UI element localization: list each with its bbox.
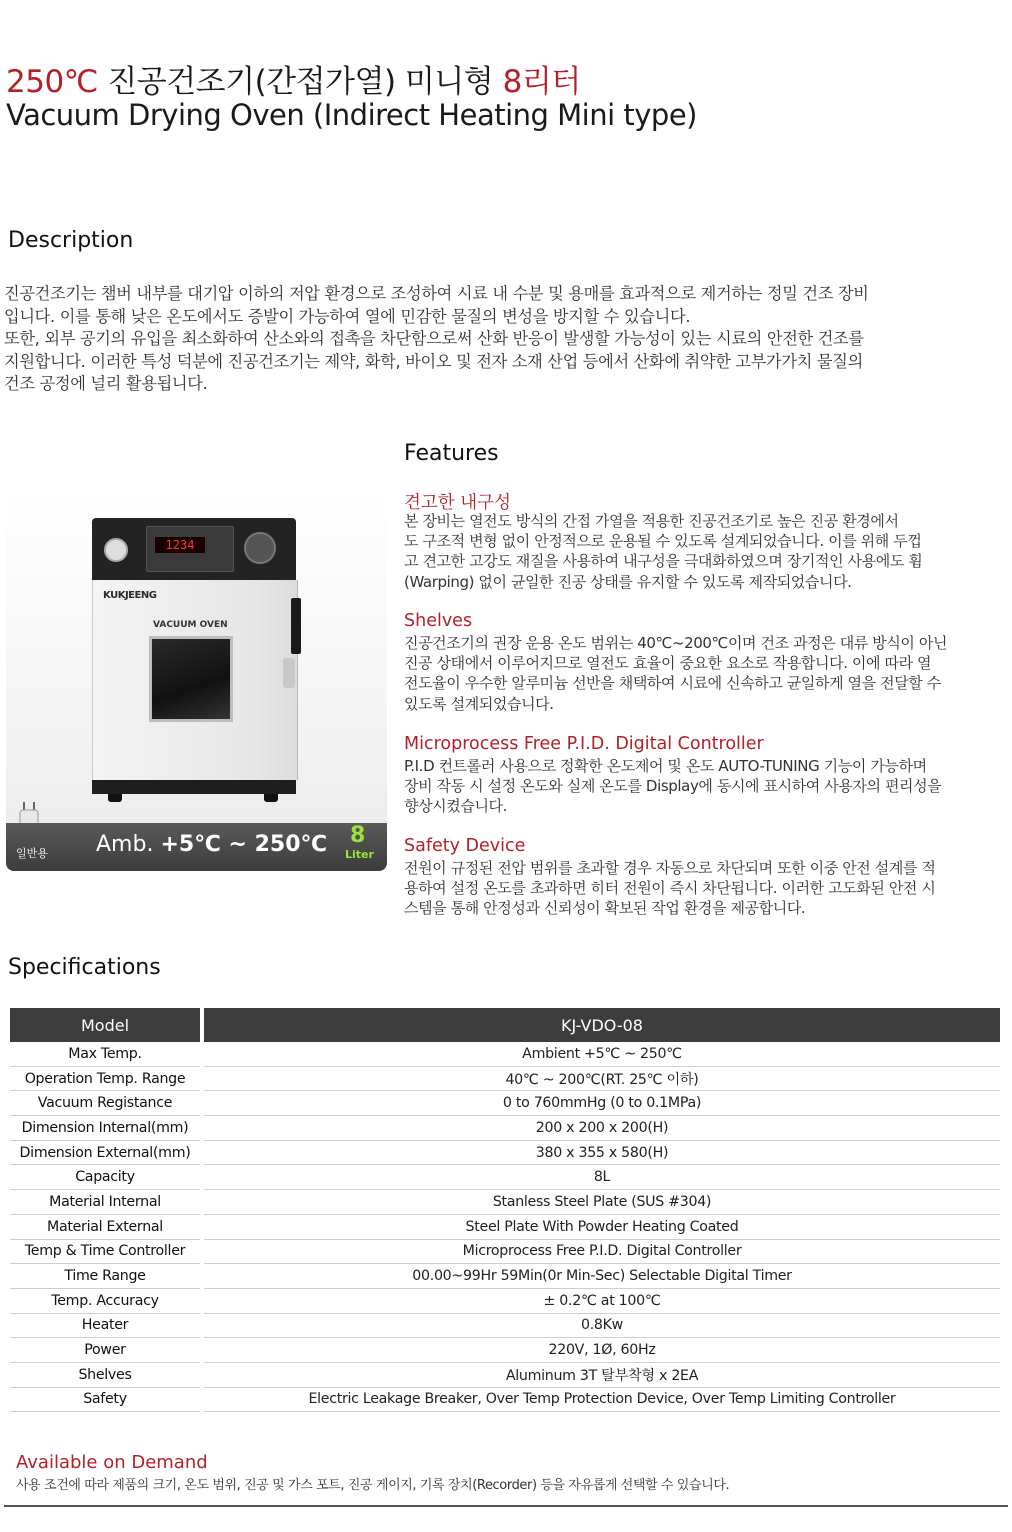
specifications-heading: Specifications	[8, 955, 161, 980]
spec-label: Dimension Internal(mm)	[10, 1116, 202, 1141]
feature-line: P.I.D 컨트롤러 사용으로 정확한 온도제어 및 온도 AUTO-TUNING 기능이 가능하며	[404, 757, 927, 775]
spec-value: Stanless Steel Plate (SUS #304)	[202, 1190, 1000, 1215]
feature-line: 도 구조적 변형 없이 안정적으로 운용될 수 있도록 설계되었습니다. 이를 위해 두껍	[404, 532, 922, 551]
oven-window	[149, 636, 233, 722]
spec-label: Heater	[10, 1313, 202, 1338]
spec-label: Temp. Accuracy	[10, 1288, 202, 1313]
table-row	[10, 1239, 1000, 1264]
oven-control-panel	[92, 518, 296, 580]
spec-value: 8L	[202, 1165, 1000, 1190]
spec-label: Dimension External(mm)	[10, 1140, 202, 1165]
spec-label: Operation Temp. Range	[10, 1066, 202, 1091]
table-row	[10, 1338, 1000, 1363]
feature-line: 고 견고한 고강도 재질을 사용하여 내구성을 극대화하였으며 장기적인 사용에도 휨	[404, 552, 923, 571]
capacity-unit: Liter	[345, 848, 374, 861]
oven-base	[92, 780, 296, 794]
spec-value: 200 x 200 x 200(H)	[202, 1116, 1000, 1141]
feature-line: 전원이 규정된 전압 범위를 초과할 경우 자동으로 차단되며 또한 이중 안전 설계를 적	[404, 859, 936, 877]
bottom-divider	[4, 1505, 1008, 1507]
feature-line: 있도록 설계되었습니다.	[404, 694, 554, 713]
available-text: 사용 조건에 따라 제품의 크기, 온도 범위, 진공 및 가스 포트, 진공 게이지, 기록 장치(Recorder) 등을 자유롭게 선택할 수 있습니다.	[16, 1478, 730, 1493]
product-image	[6, 490, 387, 871]
door-latch	[283, 658, 295, 688]
table-row	[10, 1387, 1000, 1412]
feature-title: 견고한 내구성	[404, 493, 511, 513]
spec-value: 220V, 1Ø, 60Hz	[202, 1338, 1000, 1363]
table-header-cell: KJ-VDO-08	[202, 1008, 1000, 1042]
spec-value: 00.00~99Hr 59Min(0r Min-Sec) Selectable Digital Timer	[202, 1264, 1000, 1289]
feature-line: 스템을 통해 안정성과 신뢰성이 확보된 작업 환경을 제공합니다.	[404, 899, 806, 918]
table-row	[10, 1042, 1000, 1066]
feature-line: 향상시켰습니다.	[404, 797, 507, 816]
door-handle	[291, 598, 301, 654]
range-value: +5℃ ~ 250℃	[160, 832, 328, 857]
oven-foot	[264, 794, 278, 802]
brand-logo: KUKJEENG	[103, 590, 157, 601]
table-row	[10, 1165, 1000, 1190]
features-heading: Features	[404, 441, 499, 466]
table-header-cell: Model	[10, 1008, 202, 1042]
feature-line: 전도율이 우수한 알루미늄 선반을 채택하여 시료에 신속하고 균일하게 열을 전달할 수	[404, 674, 941, 693]
title-temp: 250℃	[6, 64, 98, 100]
feature-line: 본 장비는 열전도 방식의 간접 가열을 적용한 진공건조기로 높은 진공 환경에서	[404, 512, 899, 530]
spec-label: Temp & Time Controller	[10, 1239, 202, 1264]
spec-value: Microprocess Free P.I.D. Digital Controller	[202, 1239, 1000, 1264]
description-line: 건조 공정에 널리 활용됩니다.	[4, 374, 208, 393]
feature-title: Microprocess Free P.I.D. Digital Controller	[404, 734, 764, 754]
spec-value: Electric Leakage Breaker, Over Temp Protection Device, Over Temp Limiting Controller	[202, 1387, 1000, 1412]
page-title	[6, 56, 581, 101]
capacity-number: 8	[350, 823, 366, 848]
description-line: 또한, 외부 공기의 유입을 최소화하여 산소와의 접촉을 차단함으로써 산화 반응이 발생할 가능성이 있는 시료의 안전한 건조를	[4, 329, 864, 348]
usage-label: 일반용	[16, 847, 48, 860]
spec-label: Shelves	[10, 1362, 202, 1387]
feature-title: Safety Device	[404, 836, 526, 856]
table-row	[10, 1091, 1000, 1116]
title-capacity: 8리터	[502, 64, 581, 100]
page-subtitle: Vacuum Drying Oven (Indirect Heating Mini type)	[6, 98, 697, 132]
vacuum-gauge-icon	[104, 538, 128, 562]
feature-line: 용하여 설정 온도를 초과하면 히터 전원이 즉시 차단됩니다. 이러한 고도화된 안전 시	[404, 879, 936, 898]
spec-label: Power	[10, 1338, 202, 1363]
feature-title: Shelves	[404, 611, 473, 631]
title-main: 진공건조기(간접가열) 미니형	[107, 64, 494, 100]
spec-value: 40℃ ~ 200℃(RT. 25℃ 이하)	[202, 1066, 1000, 1091]
spec-value: Ambient +5℃ ~ 250℃	[202, 1042, 1000, 1066]
description-line: 진공건조기는 챔버 내부를 대기압 이하의 저압 환경으로 조성하여 시료 내 수분 및 용매를 효과적으로 제거하는 정밀 건조 장비	[4, 284, 869, 303]
feature-line: 장비 작동 시 설정 온도와 실제 온도를 Display에 동시에 표시하여 사용자의 편리성을	[404, 777, 942, 796]
description-line: 입니다. 이를 통해 낮은 온도에서도 증발이 가능하여 열에 민감한 물질의 변성을 방지할 수 있습니다.	[4, 306, 691, 326]
description-line: 지원합니다. 이러한 특성 덕분에 진공건조기는 제약, 화학, 바이오 및 전자 소재 산업 등에서 산화에 취약한 고부가가치 물질의	[4, 351, 863, 371]
spec-label: Max Temp.	[10, 1042, 202, 1066]
description-heading: Description	[8, 228, 134, 253]
spec-value: 380 x 355 x 580(H)	[202, 1140, 1000, 1165]
available-title: Available on Demand	[16, 1452, 208, 1473]
spec-label: Capacity	[10, 1165, 202, 1190]
spec-label: Time Range	[10, 1264, 202, 1289]
feature-line: 진공 상태에서 이루어지므로 열전도 효율이 중요한 요소로 작용합니다. 이에 따라 열	[404, 654, 932, 673]
table-row	[10, 1116, 1000, 1141]
table-row	[10, 1313, 1000, 1338]
temp-range	[96, 832, 327, 857]
spec-value: Steel Plate With Powder Heating Coated	[202, 1214, 1000, 1239]
oven-label: VACUUM OVEN	[153, 620, 228, 630]
feature-line: (Warping) 없이 균일한 진공 상태를 유지할 수 있도록 제작되었습니다.	[404, 572, 852, 591]
valve-knob-icon	[244, 532, 276, 564]
feature-line: 진공건조기의 권장 운용 온도 범위는 40℃~200℃이며 건조 과정은 대류 방식이 아닌	[404, 634, 948, 652]
spec-value: 0 to 760mmHg (0 to 0.1MPa)	[202, 1091, 1000, 1116]
table-row	[10, 1264, 1000, 1289]
spec-label: Safety	[10, 1387, 202, 1412]
spec-label: Material External	[10, 1214, 202, 1239]
table-row	[10, 1288, 1000, 1313]
range-prefix: Amb.	[96, 832, 154, 857]
oven-foot	[108, 794, 122, 802]
display-digits: 1234	[155, 537, 205, 553]
description-body	[4, 283, 1008, 396]
table-row	[10, 1362, 1000, 1387]
spec-label: Material Internal	[10, 1190, 202, 1215]
feature-text	[404, 633, 1008, 714]
table-row	[10, 1140, 1000, 1165]
spec-value: 0.8Kw	[202, 1313, 1000, 1338]
table-row	[10, 1214, 1000, 1239]
table-row	[10, 1190, 1000, 1215]
oven-body	[92, 580, 298, 780]
spec-value: ± 0.2℃ at 100℃	[202, 1288, 1000, 1313]
table-header-row	[10, 1008, 1000, 1042]
controller-display	[146, 526, 234, 572]
spec-banner	[6, 823, 387, 871]
spec-label: Vacuum Registance	[10, 1091, 202, 1116]
feature-text	[404, 858, 1008, 919]
specifications-table	[10, 1008, 1000, 1412]
spec-value: Aluminum 3T 탈부착형 x 2EA	[202, 1362, 1000, 1387]
table-row	[10, 1066, 1000, 1091]
feature-text	[404, 511, 1008, 592]
feature-text	[404, 756, 1008, 817]
